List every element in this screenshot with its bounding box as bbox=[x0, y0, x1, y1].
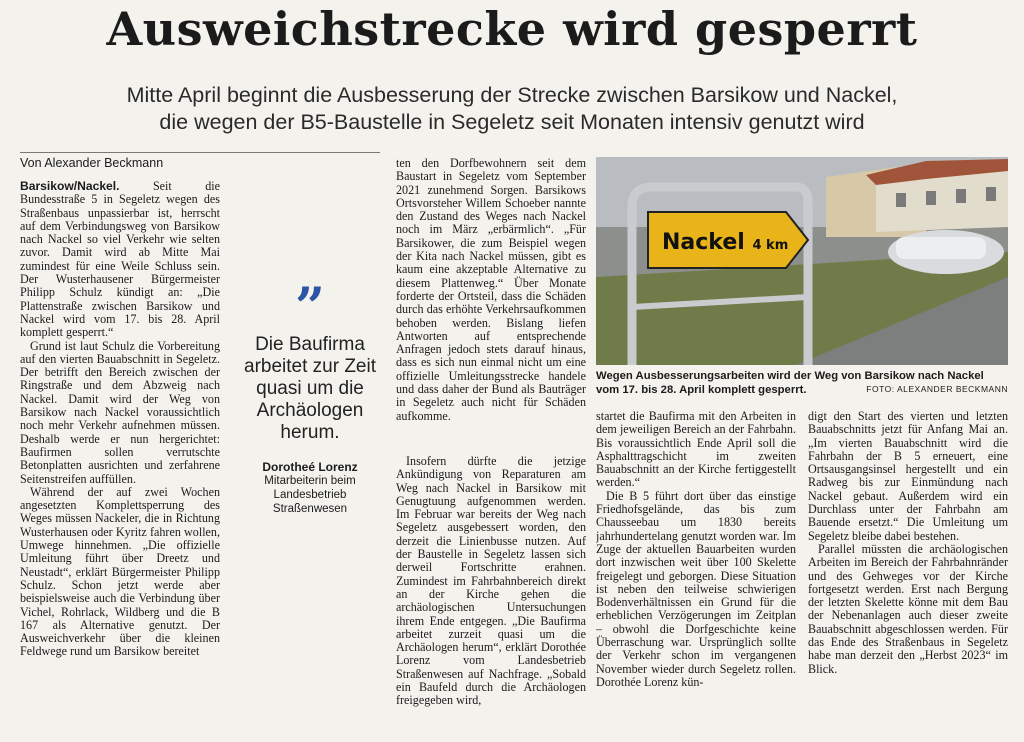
quote-author-role: Mitarbeiterin beim Landesbetrieb Straßenwesen bbox=[264, 475, 356, 515]
sign-destination: Nackel bbox=[662, 230, 745, 255]
paragraph bbox=[20, 180, 220, 340]
pull-quote bbox=[236, 277, 384, 516]
road-sign-photo bbox=[596, 157, 1008, 365]
dateline: Barsikow/Nackel. bbox=[20, 180, 120, 193]
quote-author: Dorotheé Lorenz bbox=[262, 460, 358, 474]
subheadline bbox=[40, 82, 984, 136]
paragraph: Parallel müssten die archäologischen Arbeiten im Bereich der Fahrbahnränder und des Gehweges vor der Kirche fortgesetzt werden. Erst nach Bergung der letzten Skelette könne mit dem Bau der Nebenanlagen auch dieser zweite Bauabschnitt abgeschlossen werden. Für das Ende des Straßenbaus in Segeletz habe man derzeit den „Herbst 2023“ im Blick. bbox=[808, 541, 1008, 676]
subhead-line-1: Mitte April beginnt die Ausbesserung der Strecke zwischen Barsikow und Nackel, bbox=[126, 83, 898, 107]
column-1 bbox=[20, 180, 220, 740]
subhead-line-2: die wegen der B5-Baustelle in Segeletz seit Monaten intensiv genutzt wird bbox=[159, 110, 865, 134]
headline: Ausweichstrecke wird gesperrt bbox=[106, 2, 918, 56]
column-3-continued bbox=[396, 455, 586, 740]
quote-mark-icon: ” bbox=[295, 277, 325, 338]
byline: Von Alexander Beckmann bbox=[20, 152, 380, 170]
sign-distance: 4 km bbox=[752, 238, 789, 253]
paragraph: Grund ist laut Schulz die Vorbereitung auf den vierten Bauabschnitt in Segeletz. Der betrifft den Bereich zwischen der Ringstraße und dem Abzweig nach Nackel. Damit wird der Weg von Barsikow nach Nackel voraussichtlich noch mehr Verkehr aufnehmen müssen. Deshalb werde er nun hergerichtet: Baufirmen sollen verrutschte Betonplatten ausrichten und zerfahrene Seitenstreifen auffüllen. bbox=[20, 338, 220, 486]
photo-caption: Wegen Ausbesserungsarbeiten wird der Weg von Barsikow nach Nackel vom 17. bis 28. April komplett gesperrt. bbox=[596, 370, 984, 396]
paragraph: Insofern dürfte die jetzige Ankündigung von Reparaturen am Weg nach Nackel in Barsikow mit Genugtuung aufgenommen werden. Im Februar war bereits der Weg nach Segeletz ausgebessert worden, den derzeit die Linienbusse nutzen. Auf der Baustelle in Segeletz lassen sich derweil Fortschritte erahnen. Zumindest im Fahrbahnbereich direkt an der Kirche gehen die archäologischen Untersuchungen ihrem Ende entgegen. „Die Baufirma arbeitet zurzeit quasi um die Archäologen herum“, erklärt Dorothée Lorenz vom Landesbetrieb Straßenwesen auf Nachfrage. „Sobald ein Baufeld durch die Archäologen freigegeben wird, bbox=[396, 455, 586, 708]
paragraph: Die B 5 führt dort über das einstige Friedhofsgelände, das bis zum Chausseebau um 1830 bereits jahrhundertelang genutzt worden war. Im Zuge der aktuellen Bauarbeiten wurden dort inzwischen weit über 100 Skelette freigelegt und geborgen. Diese Situation ist neben den teilweise schwierigen Bodenverhältnissen ein Grund für die erheblichen Verzögerungen im Zeitplan – obwohl die Dorfgeschichte keine Überraschung war. Ursprünglich sollte der Verkehr schon im vergangenen November wieder durch Segeletz rollen. Dorothée Lorenz kün- bbox=[596, 488, 796, 689]
column-4 bbox=[596, 410, 796, 740]
quote-text: Die Baufirma arbeitet zur Zeit quasi um die Archäologen herum. bbox=[244, 334, 376, 443]
sign-text bbox=[662, 230, 788, 255]
paragraph: ten den Dorfbewohnern seit dem Baustart in Segeletz vom September 2021 zunehmend Sorgen. Barsikows Ortsvorsteher Willem Schoeber nannte den Zustand des Weges nach Nackel noch im März „erbärmlich“. „Für Barsikower, die zum Beispiel wegen der Kita nach Nackel müssen, gibt es kaum eine akzeptable Alternative zu diesem Plattenweg.“ Über Monate forderte der Ortsteil, dass die Schäden durch das erhöhte Verkehrsaufkommen behoben werden. Bislang liefen Antworten auf entsprechende Anfragen jedoch stets darauf hinaus, dass es sich nun einmal nicht um eine offizielle Umleitungsstrecke handele und dass daher der Bund als Bauträger in Segeletz auch nicht für Schäden aufkomme. bbox=[396, 157, 586, 423]
paragraph-text: Seit die Bundesstraße 5 in Segeletz wegen des Straßenbaus unpassierbar ist, herrscht auf dem Verbindungsweg von Barsikow nach Nackel so viel Verkehr wie selten zuvor. Damit wird ab Mitte Mai zumindest für eine Weile Schluss sein. Der Wusterhausener Bürgermeister Philipp Schulz kündigt an: „Die Plattenstraße zwischen Barsikow und Nackel wird vom 17. bis 28. April komplett gesperrt.“ bbox=[20, 180, 220, 340]
photo-credit: FOTO: ALEXANDER BECKMANN bbox=[866, 384, 1008, 394]
paragraph: digt den Start des vierten und letzten Bauabschnitts jetzt für Anfang Mai an. „Im vierten Bauabschnitt wird die Fahrbahn der B 5 erneuert, eine Ortsausgangsinsel hergestellt und ein Radweg bis zur Einmündung nach Nackel gebaut. Außerdem wird ein Durchlass unter der Fahrbahn am Bauende ersetzt.“ Die Umleitung um Segeletz bleibe dabei bestehen. bbox=[808, 410, 1008, 543]
article-photo bbox=[596, 157, 1008, 365]
column-5 bbox=[808, 410, 1008, 740]
paragraph: startet die Baufirma mit den Arbeiten in dem jeweiligen Bereich an der Fahrbahn. Bis voraussichtlich Ende April soll die Asphalttragschicht im zweiten Bauabschnitt an der Kirche fertiggestellt werden.“ bbox=[596, 410, 796, 490]
column-3 bbox=[396, 157, 586, 427]
paragraph: Während der auf zwei Wochen angesetzten Komplettsperrung des Weges müssen Nackeler, die in Richtung Wusterhausen oder Kyritz fahren wollen, Umwege hinnehmen. „Die offizielle Umleitung führt über Dreetz und Neustadt“, erklärt Bürgermeister Philipp Schulz. Schon jetzt werde aber beispielsweise auch die Verbindung über Vichel, Rohrlack, Wildberg und die B 167 als Alternative genutzt. Der Ausweichverkehr über die kleinen Feldwege rund um Barsikow bereitet bbox=[20, 484, 220, 659]
